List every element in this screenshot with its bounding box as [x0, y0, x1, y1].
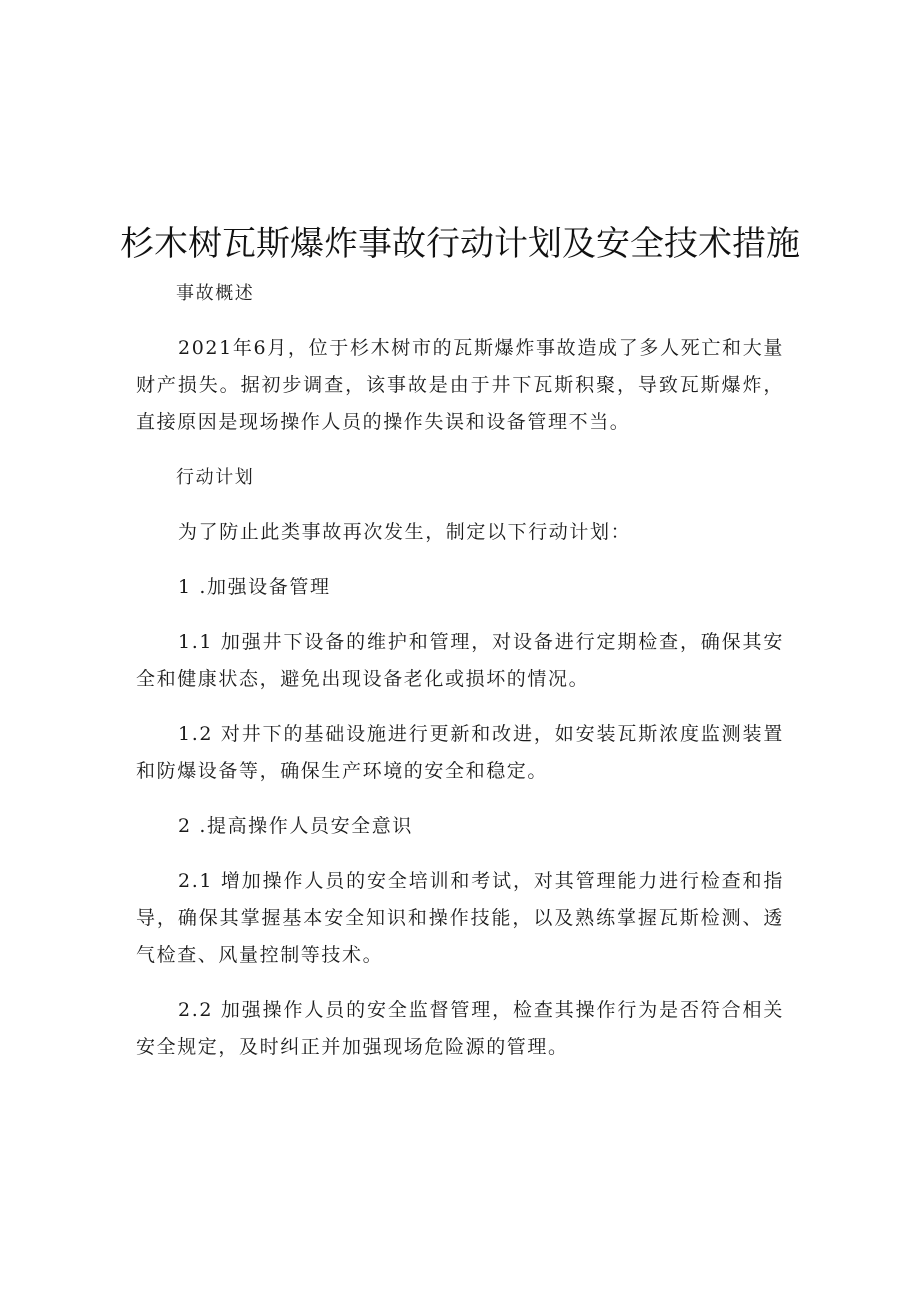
- section-heading-plan: 行动计划: [176, 467, 255, 488]
- paragraph-item-1-2: 1.2 对井下的基础设施进行更新和改进，如安装瓦斯浓度监测装置和防爆设备等，确保生产环境的安全和稳定。: [136, 723, 784, 782]
- paragraph-overview: 2021年6月，位于杉木树市的瓦斯爆炸事故造成了多人死亡和大量财产损失。据初步调查，该事故是由于井下瓦斯积聚，导致瓦斯爆炸，直接原因是现场操作人员的操作失误和设备管理不当。: [136, 337, 784, 433]
- paragraph-item-2-2: 2.2 加强操作人员的安全监督管理，检查其操作行为是否符合相关安全规定，及时纠正并加强现场危险源的管理。: [136, 999, 784, 1058]
- paragraph-item-1-1: 1.1 加强井下设备的维护和管理，对设备进行定期检查，确保其安全和健康状态，避免出现设备老化或损坏的情况。: [136, 631, 784, 690]
- item-heading-2: 2 .提高操作人员安全意识: [178, 815, 413, 837]
- document-title: 杉木树瓦斯爆炸事故行动计划及安全技术措施: [120, 224, 800, 264]
- paragraph-item-2-1: 2.1 增加操作人员的安全培训和考试，对其管理能力进行检查和指导，确保其掌握基本安全知识和操作技能，以及熟练掌握瓦斯检测、透气检查、风量控制等技术。: [136, 870, 784, 966]
- item-heading-1: 1 .加强设备管理: [178, 576, 331, 598]
- paragraph-plan-intro: 为了防止此类事故再次发生，制定以下行动计划：: [178, 521, 632, 543]
- document-body: [136, 275, 784, 1066]
- section-heading-overview: 事故概述: [176, 283, 255, 304]
